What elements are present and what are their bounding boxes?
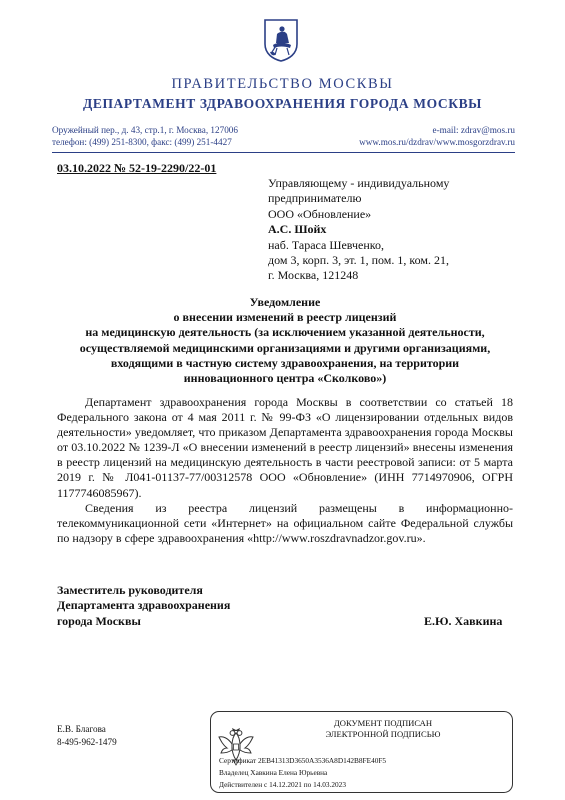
stamp-validity: Действителен с 14.12.2021 по 14.03.2023 — [219, 779, 346, 789]
department-title: ДЕПАРТАМЕНТ ЗДРАВООХРАНЕНИЯ ГОРОДА МОСКВЫ — [82, 96, 483, 111]
recipient-address-line: дом 3, корп. 3, эт. 1, пом. 1, ком. 21, — [268, 253, 449, 268]
phone-fax-line: телефон: (499) 251-8300, факс: (499) 251-4427 — [52, 137, 232, 147]
letter-body — [57, 395, 513, 546]
stamp-title-line: ЭЛЕКТРОННОЙ ПОДПИСЬЮ — [325, 728, 441, 739]
stamp-details — [219, 755, 386, 790]
notice-subtitle-line: на медицинскую деятельность (за исключением указанной деятельности, — [85, 325, 485, 340]
stamp-owner: Владелец Хавкина Елена Юрьевна — [219, 767, 328, 777]
department-address — [52, 124, 238, 148]
recipient-address-line: наб. Тараса Шевченко, — [268, 237, 384, 252]
recipient-position-cont: предпринимателю — [268, 191, 362, 206]
stamp-title-line: ДОКУМЕНТ ПОДПИСАН — [333, 718, 433, 728]
moscow-coat-of-arms-icon — [263, 18, 299, 62]
executor-info — [57, 723, 117, 748]
notice-subtitle-line: о внесении изменений в реестр лицензий — [173, 310, 397, 325]
notice-heading — [60, 295, 510, 386]
recipient-name: А.С. Шойх — [268, 222, 327, 237]
recipient-block — [268, 176, 449, 284]
signer-name: Е.Ю. Хавкина — [424, 614, 503, 628]
website-line: www.mos.ru/dzdrav/www.mosgorzdrav.ru — [359, 137, 515, 147]
electronic-signature-stamp — [210, 711, 513, 793]
stamp-title — [257, 718, 509, 739]
executor-name: Е.В. Благова — [57, 724, 106, 734]
recipient-position: Управляющему - индивидуальному — [268, 176, 450, 190]
signer-position-line: Департамента здравоохранения — [57, 598, 231, 613]
notice-subtitle-line: входящими в частную систему здравоохранения, на территории — [110, 355, 460, 370]
department-contacts — [359, 124, 515, 148]
body-paragraph: Сведения из реестра лицензий размещены в информационно-телекоммуникационной сети «Интернет» на официальном сайте Федеральной службы по надзору в сфере здравоохранения «http://www.roszdravnadzor.gov.ru». — [57, 500, 513, 545]
header-divider — [52, 152, 515, 153]
signer-position-line: Заместитель руководителя — [57, 583, 203, 597]
executor-phone: 8-495-962-1479 — [57, 736, 117, 747]
notice-title: Уведомление — [249, 295, 321, 309]
stamp-certificate: Сертификат 2EB41313D3650A3536A8D142B8FE40F5 — [219, 756, 387, 765]
signer-position-line: города Москвы — [57, 613, 141, 628]
government-title: ПРАВИТЕЛЬСТВО МОСКВЫ — [171, 76, 394, 92]
signer-position — [57, 583, 230, 629]
recipient-organization: ООО «Обновление» — [268, 206, 372, 221]
email-line: e-mail: zdrav@mos.ru — [432, 125, 515, 135]
registration-number: 03.10.2022 № 52-19-2290/22-01 — [57, 161, 217, 175]
body-paragraph: Департамент здравоохранения города Москвы в соответствии со статьей 18 Федерального закона от 4 мая 2011 г. № 99-ФЗ «О лицензировании отдельных видов деятельности» уведомляет, что приказом Департамента здравоохранения города Москвы от 03.10.2022 № 1239-Л «О внесении изменений в реестр лицензий» внесены изменения в реестр лицензий на медицинскую деятельность в части реестровой записи: от 5 марта 2019 г. № Л041-01137-77/00312578 ООО «Обновление» (ИНН 7714970906, ОГРН 1177746085967). — [57, 395, 513, 500]
recipient-address-line: г. Москва, 121248 — [268, 268, 359, 283]
notice-subtitle-line: инновационного центра «Сколково») — [183, 371, 387, 386]
notice-subtitle-line: осуществляемой медицинскими организациями и другими организациями, — [79, 340, 491, 355]
address-line: Оружейный пер., д. 43, стр.1, г. Москва, 127006 — [52, 125, 238, 135]
